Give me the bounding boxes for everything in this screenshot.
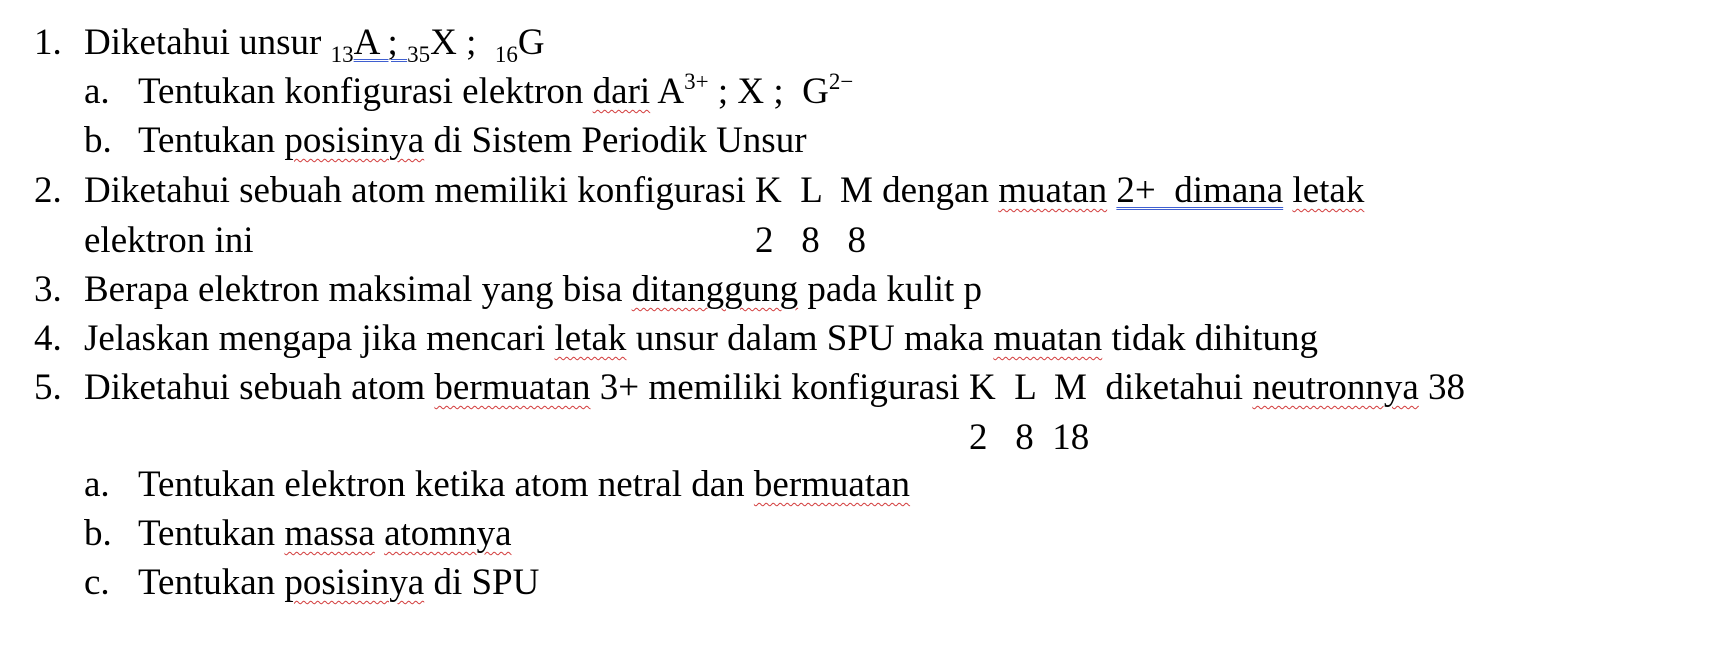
sub-label: b. [84,513,112,554]
question-1-text: Diketahui unsur $_{13}$A ; $_{35}$X ; $_{16}$G [84,22,545,67]
spelling-flag: massa [284,513,375,554]
spelling-flag: muatan [998,170,1108,211]
spelling-flag: bermuatan [434,367,591,408]
charge-superscript: 2− [828,69,854,94]
sub-label: a. [84,464,110,505]
question-number: 4. [34,318,62,359]
spelling-flag: dari [592,71,651,112]
electron-configuration [755,170,873,261]
element-x: X ; [430,22,495,63]
charge-superscript: 3+ [684,69,709,94]
question-2: 2. Diketahui sebuah atom memiliki konfigurasi K L M 2 8 8 dengan muatan 2+ dimana letak [34,170,1365,261]
question-1b: b. Tentukan posisinya di Sistem Periodik Unsur [84,120,807,161]
question-5: 5. Diketahui sebuah atom bermuatan 3+ memiliki konfigurasi K L M 2 8 18 diketahui neutronnya 38 [34,367,1466,458]
question-number: 1. [34,22,62,63]
spelling-flag: posisinya [284,562,425,603]
question-5b: b. Tentukan massa atomnya [84,513,512,554]
shell-labels: K L M [755,170,873,211]
element-a: A ; [353,22,408,63]
element-g: G [517,22,545,63]
shell-values: 2 8 18 [969,417,1090,458]
sub-label: c. [84,562,110,603]
question-number: 3. [34,269,62,310]
question-1 [34,22,545,67]
shell-labels: K L M [969,367,1087,408]
atomic-number-x: 35 [407,42,431,67]
electron-configuration [969,367,1090,458]
spelling-flag: bermuatan [753,464,911,505]
atomic-number-a: 13 [330,42,354,67]
spelling-flag: muatan [993,318,1103,359]
question-number: 2. [34,170,62,211]
shell-values: 2 8 8 [755,220,867,261]
question-3: 3. Berapa elektron maksimal yang bisa ditanggung pada kulit p [34,269,983,310]
grammar-flag: 2+ dimana [1116,170,1284,211]
spelling-flag: letak [1292,170,1365,211]
spelling-flag: neutronnya [1252,367,1419,408]
atomic-number-g: 16 [494,42,518,67]
sub-label: a. [84,71,110,112]
spelling-flag: posisinya [284,120,425,161]
spelling-flag: ditanggung [631,269,799,310]
question-1a: a. Tentukan konfigurasi elektron dari $A^{3+}$ ; X ; $G^{2-}$ [84,69,854,112]
question-2-continuation: elektron ini [84,220,254,261]
question-5a: a. Tentukan elektron ketika atom netral dan bermuatan [84,464,911,505]
question-number: 5. [34,367,62,408]
spelling-flag: letak [554,318,627,359]
spelling-flag: atomnya [384,513,512,554]
sub-label: b. [84,120,112,161]
question-4: 4. Jelaskan mengapa jika mencari letak unsur dalam SPU maka muatan tidak dihitung [34,318,1319,359]
question-5c: c. Tentukan posisinya di SPU [84,562,540,603]
